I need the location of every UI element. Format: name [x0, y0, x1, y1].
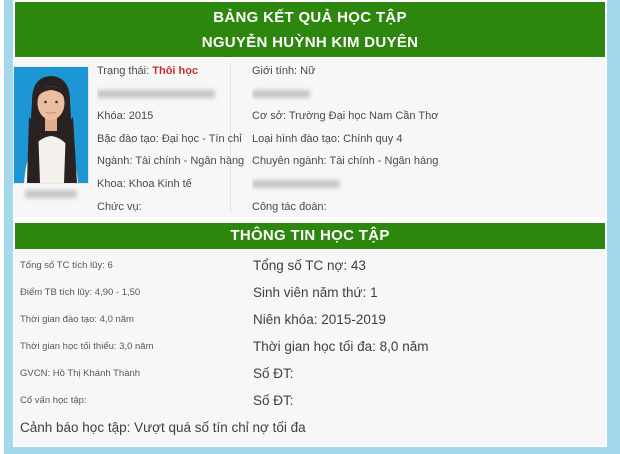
major-field: Ngành: Tài chính - Ngân hàng — [97, 155, 245, 168]
campus-field: Cơ sở: Trường Đại học Nam Cần Thơ — [252, 110, 439, 123]
position-field: Chức vụ: — [97, 200, 142, 213]
page-title: BẢNG KẾT QUẢ HỌC TẬP — [213, 9, 407, 26]
profile-row-status-gender — [97, 60, 601, 83]
redacted-student-id — [25, 190, 77, 198]
study-row-credits — [15, 252, 605, 279]
max-study-time-field: Thời gian học tối đa: 8,0 năm — [253, 339, 429, 354]
profile-row-major — [97, 150, 601, 173]
union-work-field: Công tác đoàn: — [252, 200, 327, 213]
academic-years-field: Niên khóa: 2015-2019 — [253, 312, 386, 327]
study-info-section — [15, 249, 605, 445]
training-duration-field: Thời gian đào tạo: 4,0 năm — [20, 314, 134, 325]
status-field — [97, 60, 252, 83]
redacted-text — [252, 180, 340, 188]
teacher-phone-field: Số ĐT: — [253, 366, 294, 381]
training-type-field: Loại hình đào tạo: Chính quy 4 — [252, 132, 403, 145]
min-study-time-field: Thời gian học tối thiểu: 3,0 năm — [20, 341, 154, 352]
course-field: Khóa: 2015 — [97, 110, 154, 123]
redacted-text — [97, 90, 215, 98]
report-header — [15, 2, 605, 57]
study-row-minmax — [15, 333, 605, 360]
profile-row-position — [97, 196, 601, 219]
study-row-gvcn — [15, 360, 605, 387]
profile-row-redacted — [97, 83, 601, 106]
status-value: Thôi học — [152, 65, 199, 77]
status-label: Trạng thái: — [97, 65, 150, 77]
student-year-field: Sinh viên năm thứ: 1 — [253, 285, 378, 300]
study-row-duration — [15, 306, 605, 333]
student-name: NGUYỄN HUỲNH KIM DUYÊN — [201, 34, 419, 51]
study-info-section-title: THÔNG TIN HỌC TẬP — [15, 223, 605, 249]
gender-field: Giới tính: Nữ — [252, 65, 316, 77]
student-photo — [14, 67, 88, 183]
profile-row-level — [97, 128, 601, 151]
advisor-phone-field: Số ĐT: — [253, 393, 294, 408]
page-left-margin — [0, 0, 4, 454]
homeroom-teacher-field: GVCN: Hồ Thị Khánh Thành — [20, 368, 141, 379]
academic-warning-text: Cảnh báo học tập: Vượt quá số tín chỉ nợ tối đa — [20, 420, 306, 435]
accumulated-credits-field: Tổng số TC tích lũy: 6 — [20, 260, 113, 271]
specialization-field: Chuyên ngành: Tài chính - Ngân hàng — [252, 155, 439, 168]
study-row-gpa — [15, 279, 605, 306]
academic-advisor-field: Cố vấn học tập: — [20, 395, 87, 406]
profile-rows — [97, 60, 601, 218]
student-portrait-illustration — [14, 67, 88, 183]
profile-row-course — [97, 105, 601, 128]
debt-credits-field: Tổng số TC nợ: 43 — [253, 258, 366, 273]
profile-section — [15, 59, 605, 217]
gpa-field: Điểm TB tích lũy: 4,90 - 1,50 — [20, 287, 141, 298]
study-row-advisor — [15, 387, 605, 414]
redacted-text — [252, 90, 310, 98]
profile-row-faculty — [97, 173, 601, 196]
faculty-field: Khoa: Khoa Kinh tế — [97, 177, 192, 190]
report-card — [13, 0, 607, 447]
education-level-field: Bậc đào tạo: Đại học - Tín chỉ — [97, 132, 242, 145]
